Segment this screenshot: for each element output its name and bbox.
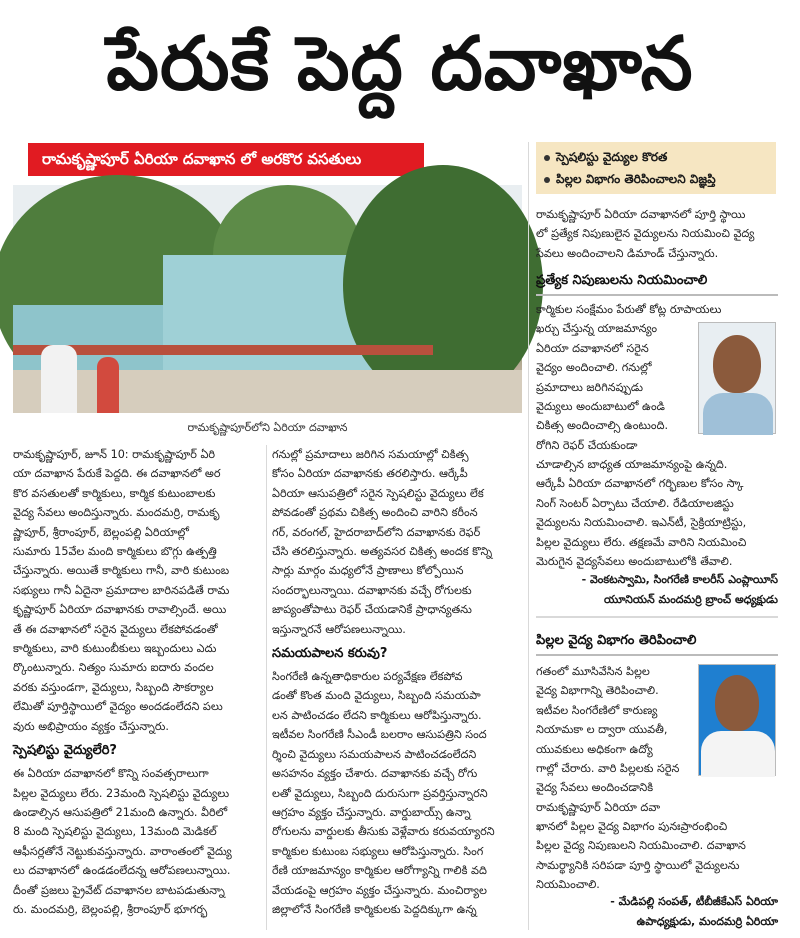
text-line: నియమించాలి. — [536, 878, 600, 892]
text-line: సుమారు 15వేల మంది కార్మికులు బొగ్గు ఉత్పత్తి — [13, 545, 217, 559]
text-line: చేసి తరలిస్తున్నారు. అత్యవసర చికిత్స అందక కొన్ని — [272, 545, 493, 559]
text-line: 8 మంది స్పెషలిస్టు వైద్యులు, 13మంది మెడికల్‌ — [13, 825, 217, 839]
article-column-1 — [13, 445, 263, 919]
text-line: ఏరియా ఆసుపత్రిలో సరైన స్పెషలిస్టు వైద్యులు లేక — [272, 486, 484, 500]
portrait-venkataswamy — [698, 322, 776, 434]
section-heading-specialists: స్పెషలిస్టు వైద్యులేరి? — [13, 743, 117, 759]
headline: పేరుకే పెద్ద దవాఖాన — [106, 21, 694, 107]
text-line: వైద్య సేవలు అందించడానికి — [536, 781, 654, 795]
text-line: గాల్లో చేరారు. వారి పిల్లలకు సరైన — [536, 762, 680, 776]
photo-caption: రామకృష్ణాపూర్‌లోని ఏరియా దవాఖాన — [187, 421, 348, 434]
highlights-box — [536, 142, 776, 194]
quote-2-full — [536, 817, 778, 895]
signature-1: - వెంకటస్వామి, సింగరేణి కాలరీస్‌ ఎంప్లాయీస్‌ యూనియన్‌ మందమర్రి బ్రాంచ్‌ అధ్యక్షుడు — [581, 573, 778, 606]
section-heading-specialists-appoint: ప్రత్యేక నిపుణులను నియమించాలి — [536, 268, 778, 296]
section-heading-pediatrics: పిల్లల వైద్య విభాగం తెరిపించాలి — [536, 628, 778, 656]
text-line: కార్మికుల కుటుంబ సభ్యులు ఆరోపిస్తున్నారు. సింగ — [272, 844, 484, 858]
text-line: ఏరియా దవాఖానలో సరైన — [536, 341, 649, 355]
text-line: కృష్ణాపూర్‌ ఏరియా దవాఖానకు రావాల్సిందే. అయి — [13, 603, 227, 617]
text-line: పిల్లల వైద్యులు లేరు. తక్షణమే వారిని నియమించి — [536, 535, 747, 549]
highlight-item: స్పెషలిస్టు వైద్యుల కొరత — [544, 146, 768, 168]
text-line: లన పాటించడం లేదని కార్మికులు ఆరోపిస్తున్నారు. — [272, 708, 482, 722]
text-line: రేణి యాజమాన్యం కార్మికుల ఆరోగ్యాన్ని గాలికి వది — [272, 864, 487, 878]
text-line: వరకు వస్తుండగా, వైద్యులు, సిబ్బంది సౌకర్యాల — [13, 680, 214, 694]
text-line: ఉండాల్సిన ఆసుపత్రిలో 21మంది ఉన్నారు. వీరిలో — [13, 805, 228, 819]
text-line: రోగులను వార్డులకు తీసుకు వెళ్లేవారు కరువయ్యారని — [272, 825, 495, 839]
text-line: వురు అభిప్రాయం వ్యక్తం చేస్తున్నారు. — [13, 719, 169, 733]
text-line: చూడాల్సిన బాధ్యత యాజమాన్యంపై ఉన్నది. — [536, 458, 728, 471]
text-line: యా దవాఖాన పేరుకే పెద్దది. ఈ దవాఖానలో అర — [13, 467, 221, 481]
text-line: వైద్య విభాగాన్ని తెరిపించాలి. — [536, 684, 659, 698]
text-line: ఇస్తున్నారనే ఆరోపణలున్నాయి. — [272, 622, 406, 636]
text-line: రోగిని రెఫర్‌ చేయకుండా — [536, 438, 638, 452]
article-column-3 — [536, 205, 778, 263]
text-line: ష్ణాపూర్‌, శ్రీరాంపూర్‌, బెల్లంపల్లి ఏరియాల్లో — [13, 525, 189, 539]
text-line: పిల్లల వైద్యులు లేరు. 23మంది స్పెషలిస్టు వైద్యులు — [13, 786, 230, 800]
text-line: సభ్యులు గానీ ఏదైనా ప్రమాదాల బారినపడితే రామ — [13, 583, 230, 597]
portrait-sampath — [698, 664, 776, 776]
quote-2-wrapped — [536, 662, 696, 817]
text-line: లో ప్రత్యేక నిపుణులైన వైద్యులను నియమించి వైద్య — [536, 227, 755, 241]
text-line: వేయడంపై ఆగ్రహం వ్యక్తం చేస్తున్నారు. మంచిర్యాల — [272, 883, 487, 897]
text-line: దీంతో ప్రజలు ప్రైవేట్‌ దవాఖానల బాటపడుతున్నా — [13, 883, 225, 897]
bullet-icon — [544, 177, 550, 183]
text-line: కోసం ఏరియా దవాఖానకు తరలిస్తారు. ఆర్కేపీ — [272, 467, 468, 481]
text-line: నింగ్‌ సెంటర్‌ ఏర్పాటు చేయాలి. రేడియాలజిస్టు — [536, 496, 734, 510]
text-line: వైద్యం అందించాలి. గనుల్లో — [536, 361, 652, 375]
text-line: మెరుగైన వైద్యసేవలు అందుబాటులోకి తేవాలి. — [536, 555, 733, 569]
text-line: లు దవాఖానలో ఉండడంలేదన్న ఆరోపణలున్నాయి. — [13, 864, 231, 878]
text-line: అసహనం వ్యక్తం చేశారు. దవాఖానకు వచ్చే రోగు — [272, 767, 478, 781]
text-line: గనుల్లో ప్రమాదాలు జరిగిన సమయాల్లో చికిత్స — [272, 448, 469, 461]
highlight-item: పిల్లల విభాగం తెరిపించాలని విజ్ఞప్తి — [544, 168, 768, 190]
text-line: కొర వసతులతో కార్మికులు, కార్మిక కుటుంబాలకు — [13, 486, 216, 500]
quote-1-wrapped — [536, 300, 722, 455]
text-line: నియామకా ల ద్వారా యువతీ, — [536, 723, 668, 737]
subheadline-banner: రామకృష్ణాపూర్‌ ఏరియా దవాఖాన లో అరకొర వసతులు — [28, 143, 424, 176]
article-column-2 — [272, 445, 522, 919]
signature-2: - మేడిపల్లి సంపత్‌, టీబీజీకేఎస్‌ ఏరియా ఉపాధ్యక్షుడు, మందమర్రి ఏరియా — [610, 895, 778, 928]
text-line: సేవలు అందించాలని డిమాండ్‌ చేస్తున్నారు. — [536, 246, 719, 260]
text-line: వైద్యులను నియమించాలి. ఇఎన్‌టీ, సైక్రియాట్రిస్టు, — [536, 516, 747, 530]
text-line: ర్శించి వైద్యులు సమయపాలన పాటించడంలేదని — [272, 747, 477, 761]
text-line: వైద్య సేవలు అందిస్తున్నారు. మందమర్రి, రామకృ — [13, 506, 220, 520]
text-line: చికిత్స అందించాల్సి ఉంటుంది. — [536, 419, 669, 433]
text-line: రామకృష్ణాపూర్‌ ఏరియా దవా — [536, 800, 661, 814]
text-line: ఇటీవల సింగరేణిలో కారుణ్య — [536, 703, 658, 717]
text-line: తే ఈ దవాఖానలో సరైన వైద్యులు లేకపోవడంతో — [13, 622, 218, 636]
column-divider — [266, 445, 267, 930]
text-line: గర్‌, వరంగల్‌, హైదరాబాద్‌లోని దవాఖానకు రెఫర్‌ — [272, 525, 481, 539]
text-line: రు. మందమర్రి, బెల్లంపల్లి, శ్రీరాంపూర్‌ భూగర్భ — [13, 902, 208, 916]
text-line: ఈ ఏరియా దవాఖానలో కొన్ని సంవత్సరాలుగా — [13, 767, 209, 781]
bullet-icon — [544, 155, 550, 161]
text-line: పోవడంతో ప్రథమ చికిత్స అందించి వారిని కరీంన — [272, 506, 478, 520]
text-line: సామర్థ్యానికి సరిపడా పూర్తి స్థాయిలో వైద్యులను — [536, 858, 740, 872]
text-line: సింగరేణి ఉన్నతాధికారుల పర్యవేక్షణ లేకపోవ — [272, 670, 463, 684]
section-heading-punctuality: సమయపాలన కరువు? — [272, 646, 388, 662]
hospital-photo — [13, 185, 522, 413]
text-line: వైద్యులు అందుబాటులో ఉండి — [536, 400, 665, 414]
text-line: రామకృష్ణాపూర్‌, జూన్‌ 10: రామకృష్ణాపూర్‌ ఏరి — [13, 448, 216, 461]
text-line: ఆగ్రహం వ్యక్తం చేస్తున్నారు. వార్డుబాయ్స్‌ ఉన్నా — [272, 805, 471, 819]
text-line: ర్కొంటున్నారు. నిత్యం సుమారు ఐదారు వందల — [13, 661, 214, 675]
quote-1-full — [536, 455, 778, 571]
text-line: డంతో కొంత మంది వైద్యులు, సిబ్బంది సమయపా — [272, 689, 481, 703]
text-line: ఆఫీసర్లతోనే నెట్టుకువస్తున్నారు. వారాంతంలో వైద్యు — [13, 844, 232, 858]
text-line: జాప్యంతోపాటు రెఫర్‌ చేయడానికే ప్రాధాన్యతను — [272, 603, 472, 617]
text-line: సందర్భాలున్నాయి. దవాఖానకు వచ్చే రోగులకు — [272, 583, 472, 597]
text-line: కార్మికుల సంక్షేమం పేరుతో కోట్ల రూపాయలు — [536, 303, 722, 316]
text-line: యువకులు అధికంగా ఉద్యో — [536, 742, 653, 756]
text-line: లతో వైద్యులు, సిబ్బంది దురుసుగా ప్రవర్తిస్తున్నారని — [272, 786, 488, 800]
text-line: గతంలో మూసివేసిన పిల్లల — [536, 665, 650, 678]
text-line: లేమితో పూర్తిస్థాయిలో వైద్యం అందడంలేదని పలు — [13, 700, 223, 714]
text-line: కార్మికులు, వారి కుటుంబీకులు ఇబ్బందులు ఎదు — [13, 642, 217, 656]
text-line: ఖానలో పిల్లల వైద్య విభాగం పునఃప్రారంభించి — [536, 820, 728, 833]
column-divider — [528, 142, 529, 930]
text-line: ఆర్కేపీ ఏరియా దవాఖానలో గర్భిణుల కోసం స్కా — [536, 477, 744, 491]
text-line: చేస్తున్నారు. అయితే కార్మికులు గానీ, వారి కుటుంబ — [13, 564, 230, 578]
text-line: ఇటీవల సింగరేణి సీఎండీ బలరాం ఆసుపత్రిని సంద — [272, 728, 487, 742]
text-line: పిల్లల వైద్య నిపుణులని నియమించాలి. దవాఖాన — [536, 839, 746, 853]
text-line: సార్లు మార్గం మధ్యలోనే ప్రాణాలు కోల్పోయిన — [272, 564, 464, 578]
text-line: రామకృష్ణాపూర్‌ ఏరియా దవాఖానలో పూర్తి స్థాయి — [536, 208, 746, 221]
text-line: ప్రమాదాలు జరిగినప్పుడు — [536, 380, 644, 394]
text-line: ఖర్చు చేస్తున్న యాజమాన్యం — [536, 322, 658, 336]
text-line: జిల్లాలోనే సింగరేణి కార్మికులకు పెద్దదిక్కుగా ఉన్న — [272, 902, 477, 916]
divider — [536, 616, 778, 618]
